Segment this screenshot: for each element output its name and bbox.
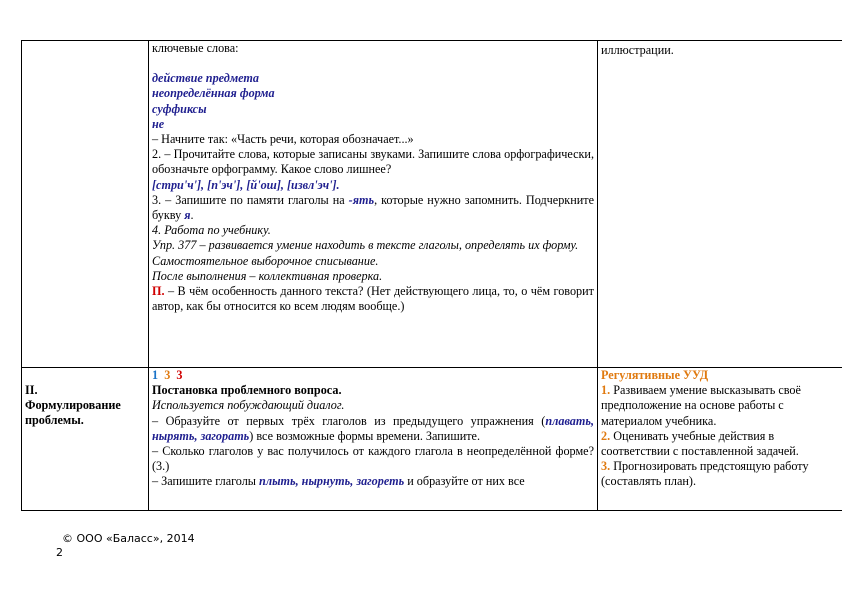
task-text bbox=[152, 193, 594, 223]
notes-text: иллюстрации. bbox=[601, 43, 674, 57]
keyword: суффиксы bbox=[152, 101, 207, 116]
stage-cell bbox=[22, 368, 149, 511]
content-cell bbox=[149, 368, 598, 511]
uud-text: Прогнозировать предстоящую работу (составлять план). bbox=[601, 459, 809, 489]
task-part: . bbox=[190, 208, 194, 223]
stage-title: Формулирование проблемы. bbox=[25, 398, 121, 428]
section-title: Постановка проблемного вопроса. bbox=[152, 383, 342, 398]
verbs: плавать, нырять, загорать bbox=[152, 413, 594, 443]
stage-number: II. bbox=[25, 383, 38, 397]
task-text bbox=[152, 474, 594, 489]
task-text: – Начните так: «Часть речи, которая обозначает...» bbox=[152, 132, 414, 147]
content-cell bbox=[149, 41, 598, 368]
uud-text: Развиваем умение высказывать своё предположение на основе работы с материалом учебника. bbox=[601, 383, 801, 428]
letter: я bbox=[184, 208, 191, 223]
task-text: Используется побуждающий диалог. bbox=[152, 398, 345, 413]
keyword: действие предмета bbox=[152, 71, 259, 86]
task-text: После выполнения – коллективная проверка. bbox=[152, 268, 383, 283]
uud-item bbox=[601, 429, 839, 459]
stage-cell bbox=[22, 41, 149, 368]
task-text bbox=[152, 284, 594, 314]
notes-cell bbox=[598, 41, 842, 368]
uud-title: Регулятивные УУД bbox=[601, 368, 709, 382]
step-number: 3 bbox=[176, 368, 183, 382]
uud-cell bbox=[598, 368, 842, 511]
step-number: 1 bbox=[152, 368, 159, 382]
uud-text: Оценивать учебные действия в соответствии с поставленной задачей. bbox=[601, 428, 799, 459]
verbs: плыть, нырнуть, загореть bbox=[259, 474, 405, 489]
table-row bbox=[22, 41, 842, 368]
task-part: 3. – Запишите по памяти глаголы на bbox=[152, 192, 349, 207]
uud-number: 3. bbox=[601, 459, 611, 474]
lesson-table bbox=[21, 40, 842, 511]
task-part: – Образуйте от первых трёх глаголов из предыдущего упражнения ( bbox=[152, 413, 546, 428]
keywords-label: ключевые слова: bbox=[152, 41, 239, 55]
task-text bbox=[152, 414, 594, 444]
task-text: Самостоятельное выборочное списывание. bbox=[152, 253, 379, 268]
table-row bbox=[22, 368, 842, 511]
keyword: не bbox=[152, 116, 165, 131]
uud-number: 2. bbox=[601, 428, 611, 443]
p-mark: П. bbox=[152, 284, 165, 299]
page-number: 2 bbox=[56, 546, 63, 559]
task-part: и образуйте от них все bbox=[404, 474, 525, 489]
uud-number: 1. bbox=[601, 383, 611, 398]
suffix: -ять bbox=[348, 192, 375, 207]
task-text: – Сколько глаголов у вас получилось от каждого глагола в неопределённой форме? (3.) bbox=[152, 444, 594, 474]
keyword: неопределённая форма bbox=[152, 86, 275, 101]
task-part: ) все возможные формы времени. Запишите. bbox=[249, 428, 481, 443]
task-part: – Запишите глаголы bbox=[152, 474, 260, 489]
task-text: Упр. 377 – развивается умение находить в тексте глаголы, определять их форму. bbox=[152, 238, 579, 253]
task-text: 2. – Прочитайте слова, которые записаны звуками. Запишите слова орфографически, обозначьте орфограмму. Какое слово лишнее? bbox=[152, 147, 594, 177]
task-part: – В чём особенность данного текста? (Нет действующего лица, то, о чём говорит автор, как бы относится ко всем людям вообще.) bbox=[152, 284, 594, 314]
task-part: , которые нужно запомнить. Подчеркните букву bbox=[152, 192, 594, 223]
uud-item bbox=[601, 383, 839, 429]
sound-transcriptions: [стри'ч'], [п'эч'], [й'ош], [извл'эч']. bbox=[152, 177, 340, 192]
step-number: 3 bbox=[164, 368, 171, 382]
copyright: © ООО «Баласс», 2014 bbox=[62, 532, 195, 545]
uud-item bbox=[601, 459, 839, 489]
step-numbers bbox=[152, 368, 594, 383]
task-text: 4. Работа по учебнику. bbox=[152, 223, 271, 238]
